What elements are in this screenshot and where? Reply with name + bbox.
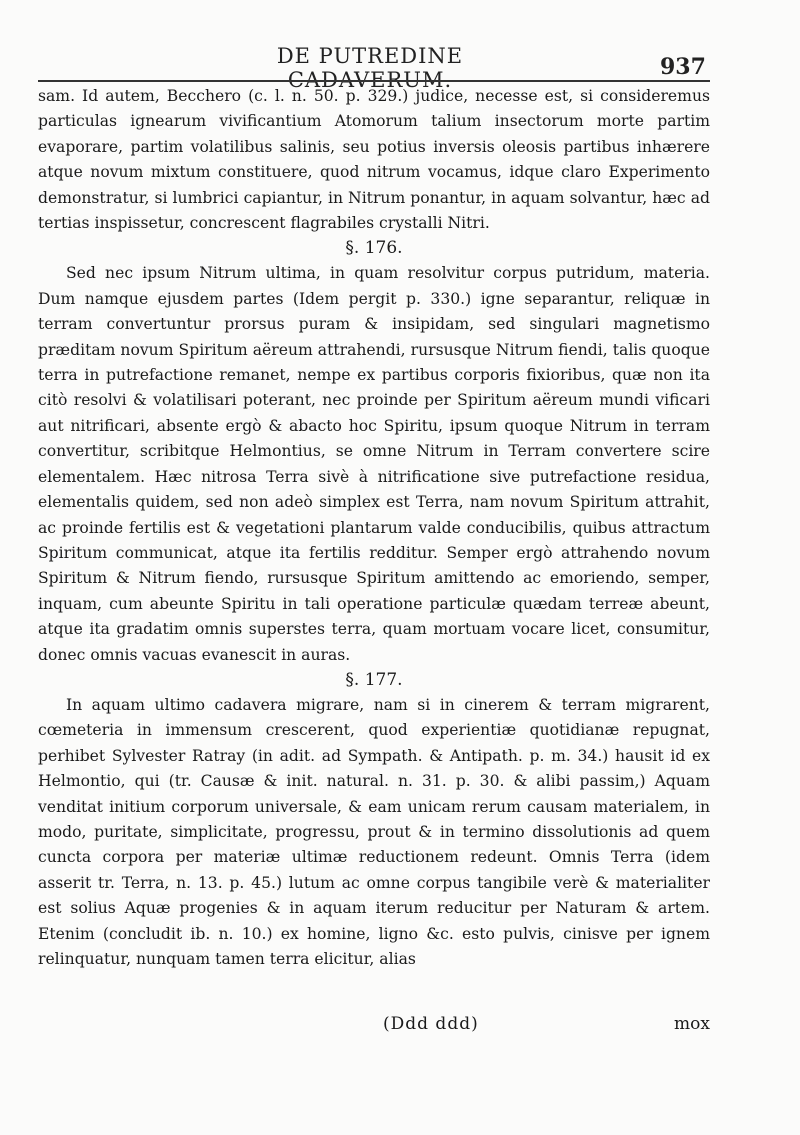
running-head: DE PUTREDINE CADAVERUM. [276, 44, 464, 92]
footer-line [38, 1014, 710, 1042]
catchword: mox [674, 1014, 710, 1034]
body-text [38, 84, 710, 972]
signature-mark: (Ddd ddd) [383, 1014, 479, 1034]
section-heading-177: §. 177. [345, 669, 403, 690]
section-heading-176: §. 176. [345, 238, 403, 259]
header-rule [38, 80, 710, 82]
paragraph-continuation: sam. Id autem, Becchero (c. l. n. 50. p. 329.) judice, necesse est, si consideremus particulas ignearum vivificantium Atomorum talium insectorum morte partim evaporare, partim volatilibus salinis, seu potius inversis oleosis partibus inhærere atque novum mixtum constituere, quod nitrum vocamus, idque claro Experimento demonstratur, si lumbrici capiantur, in Nitrum ponantur, in aquam solvantur, hæc ad tertias inspissetur, concrescent flagrabiles crystalli Nitri. [38, 87, 710, 233]
page-number: 937 [660, 54, 706, 80]
paragraph-177: In aquam ultimo cadavera migrare, nam si in cinerem & terram migrarent, cœmeteria in immensum crescerent, quod experientiæ quotidianæ repugnat, perhibet Sylvester Ratray (in adit. ad Sympath. & Antipath. p. m. 34.) hausit id ex Helmontio, qui (tr. Causæ & init. natural. n. 31. p. 30. & alibi passim,) Aquam venditat initium corporum universale, & eam unicam rerum causam materialem, in modo, puritate, simplicitate, progressu, prout & in termino dissolutionis ad quem cuncta corpora per materiæ ultimæ reductionem redeunt. Omnis Terra (idem asserit tr. Terra, n. 13. p. 45.) lutum ac omne corpus tangibile verè & materialiter est solius Aquæ progenies & in aquam iterum reducitur per Naturam & artem. Etenim (concludit ib. n. 10.) ex homine, ligno &c. esto pulvis, cinisve per ignem relinquatur, nunquam tamen terra elicitur, alias [38, 695, 710, 968]
paragraph-176: Sed nec ipsum Nitrum ultima, in quam resolvitur corpus putridum, materia. Dum namque ejusdem partes (Idem pergit p. 330.) igne separantur, reliquæ in terram convertuntur prorsus puram & insipidam, sed singulari magnetismo præditam novum Spiritum aëreum attrahendi, rursusque Nitrum fiendi, talis quoque terra in putrefactione remanet, nempe ex partibus corporis fixioribus, quæ non ita citò resolvi & volatilisari poterant, nec proinde per Spiritum aëreum mundi vificari aut nitrificari, absente ergò & abacto hoc Spiritu, ipsum quoque Nitrum in terram convertitur, scribitque Helmontius, se omne Nitrum in Terram convertere scire elementalem. Hæc nitrosa Terra sivè à nitrificatione sive putrefactione residua, elementalis quidem, sed non adeò simplex est Terra, nam novum Spiritum attrahit, ac proinde fertilis est & vegetationi plantarum valde conducibilis, quibus attractum Spiritum communicat, atque ita fertilis redditur. Semper ergò attrahendo novum Spiritum & Nitrum fiendo, rursusque Spiritum amittendo ac emoriendo, semper, inquam, cum abeunte Spiritu in tali operatione particulæ quædam terreæ abeunt, atque ita gradatim omnis superstes terra, quam mortuam vocare licet, consumitur, donec omnis vacuas evanescit in auras. [38, 264, 710, 664]
